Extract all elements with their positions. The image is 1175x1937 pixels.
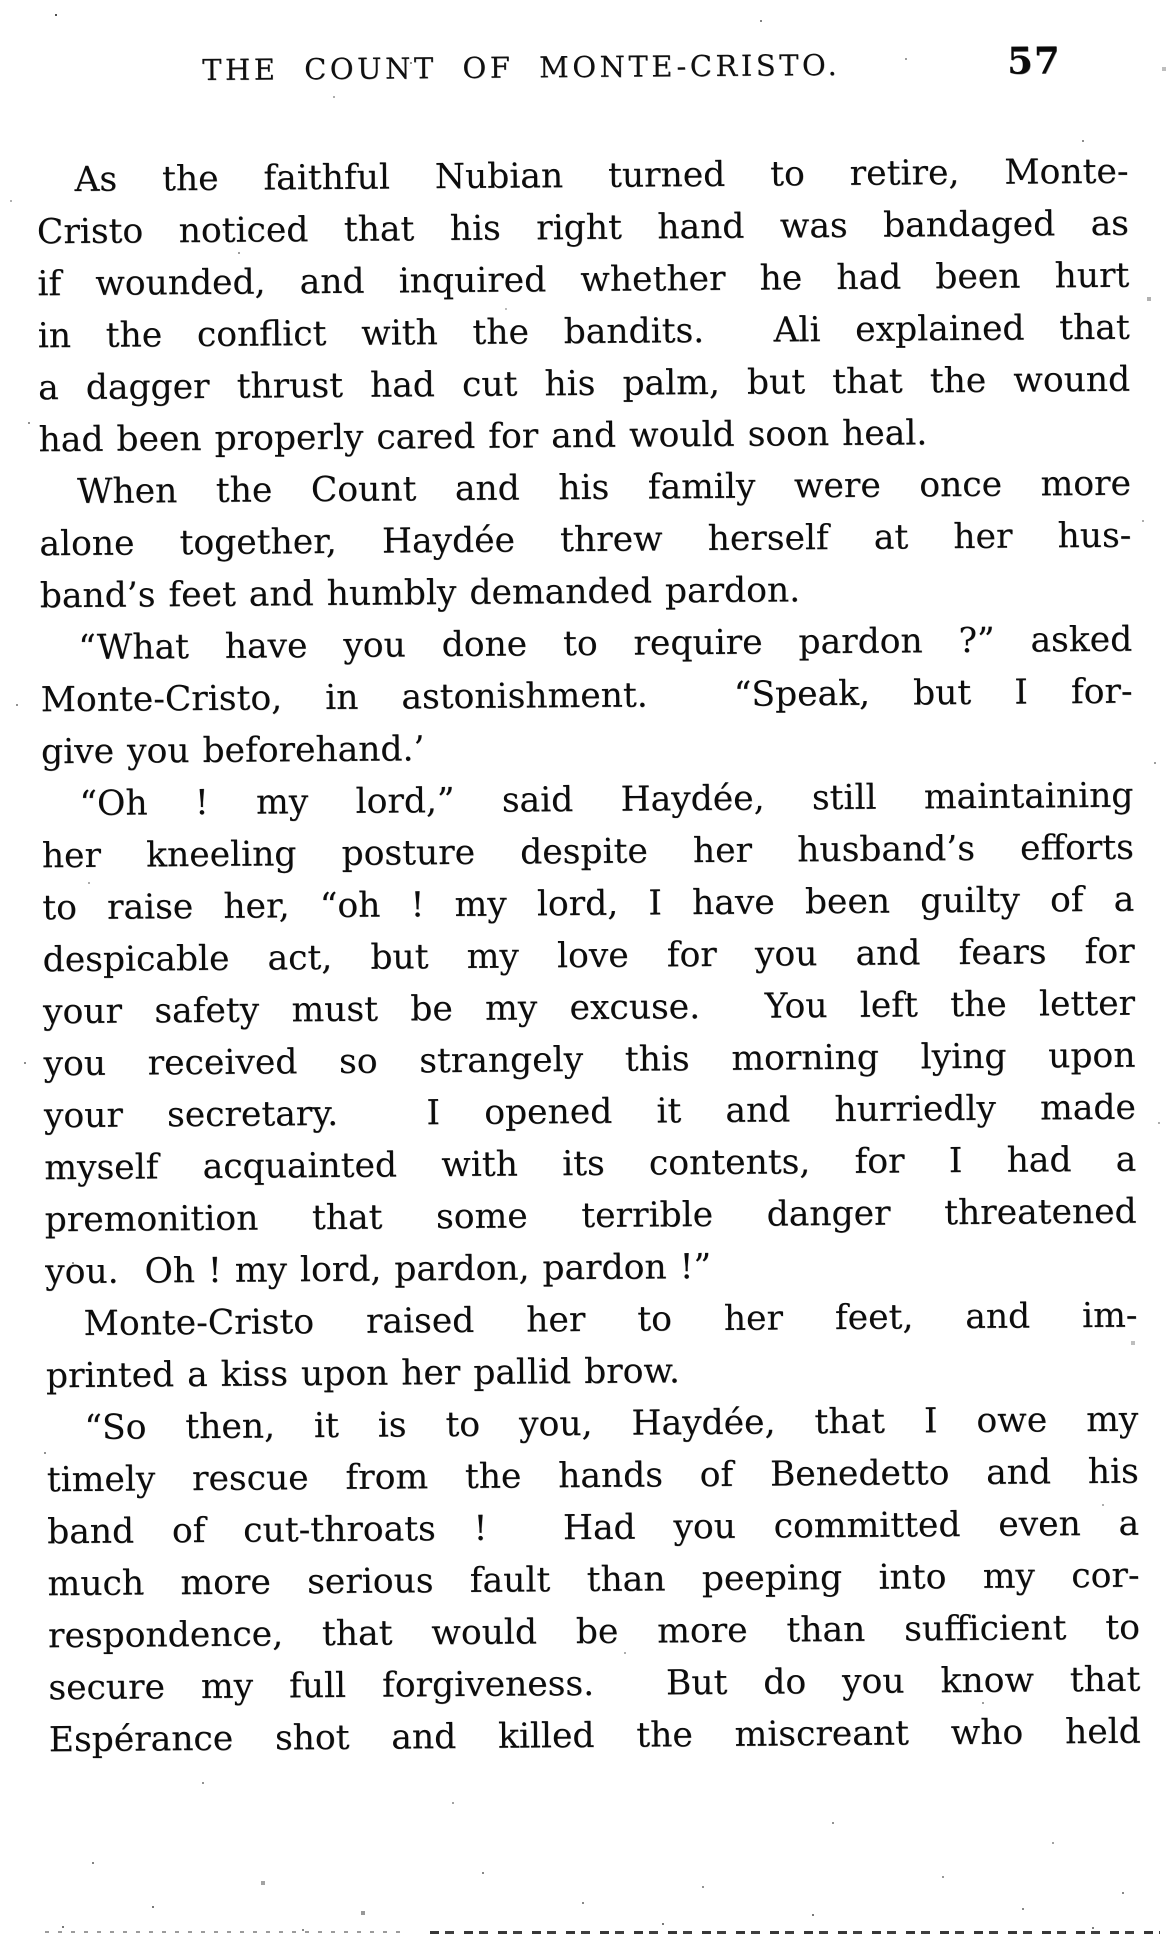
- scan-edge-artifact: [430, 1931, 1160, 1934]
- text-line: you received so strangely this morning lying upon: [43, 1035, 1136, 1085]
- text-line: her kneeling posture despite her husband’s efforts: [41, 827, 1134, 877]
- text-line: alone together, Haydée threw herself at her hus-: [39, 515, 1132, 565]
- text-line: When the Count and his family were once more: [76, 463, 1132, 512]
- text-line: As the faithful Nubian turned to retire, Monte-: [74, 151, 1129, 201]
- text-line: Monte-Cristo raised her to her feet, and im-: [83, 1295, 1138, 1344]
- scan-noise-speckles: [0, 0, 2, 2]
- text-line: printed a kiss upon her pallid brow.: [45, 1351, 681, 1397]
- page-number: 57: [1006, 38, 1061, 83]
- text-line: in the conflict with the bandits. Ali explained that: [37, 307, 1130, 357]
- text-line: timely rescue from the hands of Benedetto and his: [46, 1451, 1139, 1501]
- text-line: if wounded, and inquired whether he had been hurt: [37, 255, 1130, 305]
- scan-edge-artifact-faint: [45, 1931, 405, 1933]
- text-line: had been properly cared for and would soon heal.: [38, 413, 928, 461]
- text-line: much more serious fault than peeping into my cor-: [47, 1555, 1140, 1605]
- text-line: a dagger thrust had cut his palm, but that the wound: [38, 359, 1131, 409]
- text-line: secure my full forgiveness. But do you know that: [48, 1659, 1141, 1709]
- text-line: your secretary. I opened it and hurriedly made: [43, 1087, 1137, 1137]
- text-line: Cristo noticed that his right hand was bandaged as: [36, 203, 1130, 253]
- text-line: you. Oh ! my lord, pardon, pardon !”: [44, 1247, 712, 1293]
- text-line: Monte-Cristo, in astonishment. “Speak, but I for-: [40, 671, 1133, 721]
- text-line: your safety must be my excuse. You left the letter: [42, 983, 1136, 1033]
- text-line: “So then, it is to you, Haydée, that I owe my: [84, 1399, 1139, 1448]
- text-line: “Oh ! my lord,” said Haydée, still maintaining: [79, 775, 1134, 824]
- text-line: band’s feet and humbly demanded pardon.: [39, 570, 801, 617]
- running-title: THE COUNT OF MONTE-CRISTO.: [201, 47, 841, 88]
- text-line: “What have you done to require pardon ?” asked: [78, 619, 1133, 668]
- page-body: [36, 146, 1141, 1767]
- text-line: band of cut-throats ! Had you committed even a: [47, 1503, 1140, 1553]
- text-line: premonition that some terrible danger threatened: [44, 1191, 1137, 1241]
- text-line: respondence, that would be more than sufficient to: [47, 1607, 1141, 1657]
- running-head: [34, 38, 1129, 101]
- text-line: give you beforehand.’: [40, 729, 425, 773]
- text-line: to raise her, “oh ! my lord, I have been guilty of a: [42, 879, 1135, 929]
- text-line: Espérance shot and killed the miscreant who held: [48, 1711, 1141, 1761]
- text-line: myself acquainted with its contents, for I had a: [44, 1139, 1137, 1189]
- text-line: despicable act, but my love for you and fears for: [42, 931, 1135, 981]
